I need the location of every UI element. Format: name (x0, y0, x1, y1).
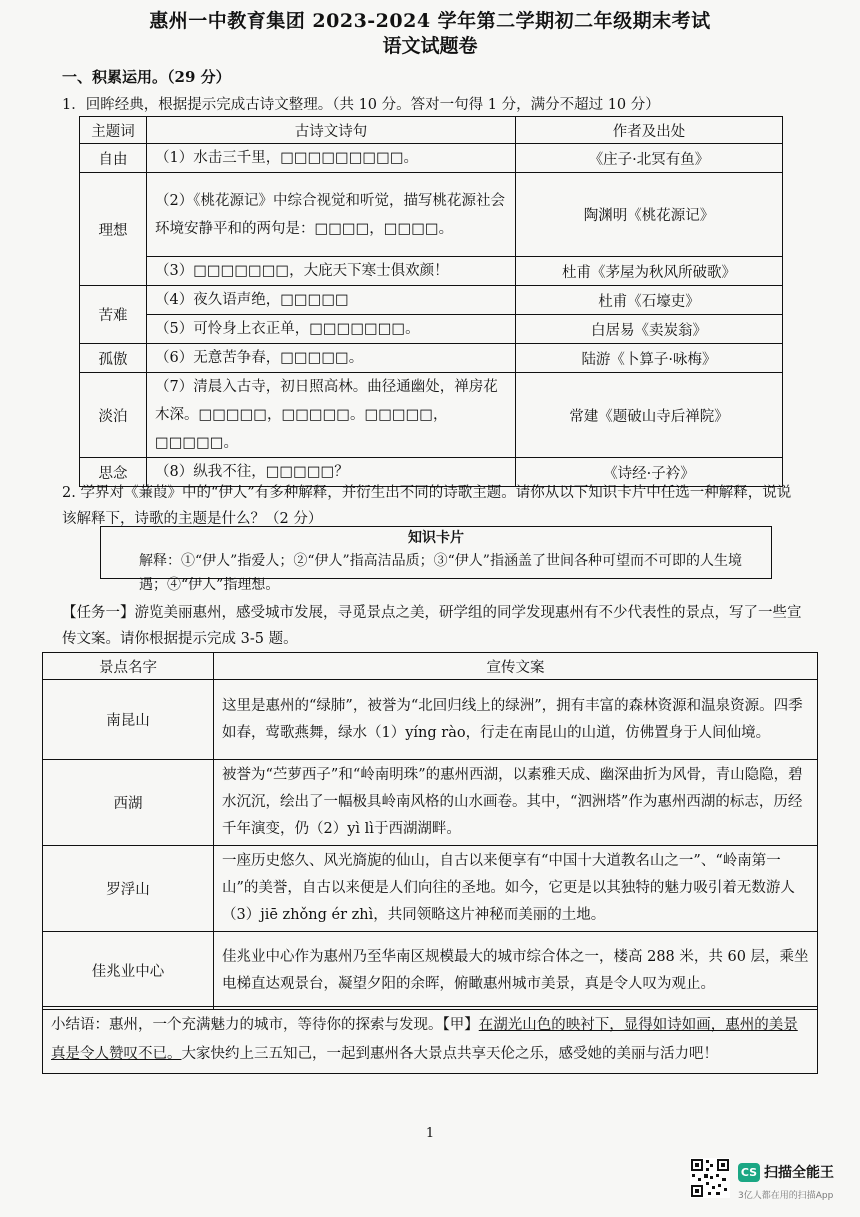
attraction-name: 罗浮山 (43, 846, 214, 932)
section-heading: 一、积累运用。（29 分） (62, 68, 231, 86)
summary-tail: 大家快约上三五知己，一起到惠州各大景点共享天伦之乐，感受她的美丽与活力吧！ (181, 1046, 718, 1062)
table-row (80, 144, 783, 173)
theme-cell: 孤傲 (80, 344, 147, 373)
table-row (80, 173, 783, 257)
scanner-logo-icon: CS (738, 1163, 760, 1182)
verse-cell: （1）水击三千里，□□□□□□□□□。 (147, 144, 516, 173)
attractions-table (42, 652, 818, 1010)
attraction-copy: 被誉为“苎萝西子”和“岭南明珠”的惠州西湖，以素雅天成、幽深曲折为风骨，青山隐隐，碧水沉沉，绘出了一幅极具岭南风格的山水画卷。其中，“泗洲塔”作为惠州西湖的标志，历经千年演变，仍（2）yì lì于西湖湖畔。 (214, 760, 818, 846)
theme-cell: 自由 (80, 144, 147, 173)
header-copy: 宣传文案 (214, 653, 818, 680)
header-attraction: 景点名字 (43, 653, 214, 680)
verse-cell: （4）夜久语声绝，□□□□□ (147, 286, 516, 315)
task-1-intro: 【任务一】游览美丽惠州，感受城市发展，寻觅景点之美，研学组的同学发现惠州有不少代表性的景点，写了一些宣传文案。请你根据提示完成 3-5 题。 (62, 605, 802, 647)
source-cell: 常建《题破山寺后禅院》 (516, 373, 783, 458)
table-header-row (80, 117, 783, 144)
table-row (80, 315, 783, 344)
header-source: 作者及出处 (516, 117, 783, 144)
table-row (43, 932, 818, 1010)
theme-cell: 苦难 (80, 286, 147, 344)
table-row (43, 846, 818, 932)
verse-cell: （5）可怜身上衣正单，□□□□□□□。 (147, 315, 516, 344)
attraction-copy: 这里是惠州的“绿肺”，被誉为“北回归线上的绿洲”，拥有丰富的森林资源和温泉资源。四季如春，莺歌燕舞，绿水（1）yíng rào，行走在南昆山的山道，仿佛置身于人间仙境。 (214, 680, 818, 760)
verse-cell: （8）纵我不往，□□□□□？ (147, 458, 516, 487)
theme-cell: 理想 (80, 173, 147, 286)
summary-underlined: 在湖光山色的映衬下，显得如诗如画，惠州的美景真是令人赞叹不已。 (51, 1017, 798, 1062)
verse-cell: （2）《桃花源记》中综合视觉和听觉，描写桃花源社会环境安静平和的两句是：□□□□，□□□□。 (147, 173, 516, 257)
table-row (80, 344, 783, 373)
header-theme: 主题词 (80, 117, 147, 144)
page-title: 惠州一中教育集团 2023-2024 学年第二学期初二年级期末考试 (149, 10, 711, 32)
knowledge-card-title: 知识卡片 (408, 530, 464, 546)
source-cell: 陶渊明《桃花源记》 (516, 173, 783, 257)
page-number: 1 (425, 1126, 435, 1141)
table-row (80, 373, 783, 458)
source-cell: 陆游《卜算子·咏梅》 (516, 344, 783, 373)
table-row (43, 680, 818, 760)
table-row (43, 760, 818, 846)
attraction-copy: 一座历史悠久、风光旖旎的仙山，自古以来便享有“中国十大道教名山之一”、“岭南第一山”的美誉，自古以来便是人们向往的圣地。如今，它更是以其独特的魅力吸引着无数游人（3）jiē zhǒng ér zhì，共同领略这片神秘而美丽的土地。 (214, 846, 818, 932)
summary-box (42, 1006, 818, 1074)
source-cell: 白居易《卖炭翁》 (516, 315, 783, 344)
qr-code-icon (690, 1158, 730, 1198)
scanner-brand: 扫描全能王 (764, 1165, 834, 1181)
attraction-copy: 佳兆业中心作为惠州乃至华南区规模最大的城市综合体之一，楼高 288 米，共 60 层，乘坐电梯直达观景台，凝望夕阳的余晖，俯瞰惠州城市美景，真是令人叹为观止。 (214, 932, 818, 1010)
summary-lead: 小结语：惠州，一个充满魅力的城市，等待你的探索与发现。【甲】 (51, 1017, 479, 1033)
attraction-name: 佳兆业中心 (43, 932, 214, 1010)
knowledge-card (100, 526, 772, 593)
verse-cell: （7）清晨入古寺，初日照高林。曲径通幽处，禅房花木深。□□□□□，□□□□□。□□□□□，□□□□□。 (147, 373, 516, 458)
source-cell: 《庄子·北冥有鱼》 (516, 144, 783, 173)
source-cell: 杜甫《石壕吏》 (516, 286, 783, 315)
verse-cell: （3）□□□□□□□，大庇天下寒士俱欢颜！ (147, 257, 516, 286)
attraction-name: 南昆山 (43, 680, 214, 760)
source-cell: 杜甫《茅屋为秋风所破歌》 (516, 257, 783, 286)
header-verse: 古诗文诗句 (147, 117, 516, 144)
verse-cell: （6）无意苦争春，□□□□□。 (147, 344, 516, 373)
table-row (80, 286, 783, 315)
question-1-prompt: 1．回眸经典，根据提示完成古诗文整理。（共 10 分。答对一句得 1 分，满分不超过 10 分） (62, 97, 660, 113)
knowledge-card-text: 解释：①“伊人”指爱人；②“伊人”指高洁品质；③“伊人”指涵盖了世间各种可望而不可即的人生境遇；④“伊人”指理想。 (139, 553, 742, 593)
source-cell: 《诗经·子衿》 (516, 458, 783, 487)
theme-cell: 思念 (80, 458, 147, 487)
table-header-row (43, 653, 818, 680)
scanner-tagline: 3亿人都在用的扫描App (738, 1191, 834, 1201)
theme-cell: 淡泊 (80, 373, 147, 458)
table-row (80, 257, 783, 286)
attraction-name: 西湖 (43, 760, 214, 846)
page-subtitle: 语文试题卷 (382, 35, 478, 57)
question-2-prompt: 2. 学界对《蒹葭》中的“伊人”有多种解释，并衍生出不同的诗歌主题。请你从以下知识卡片中任选一种解释，说说该解释下，诗歌的主题是什么？（2 分） (62, 485, 792, 527)
poetry-table (79, 116, 783, 487)
